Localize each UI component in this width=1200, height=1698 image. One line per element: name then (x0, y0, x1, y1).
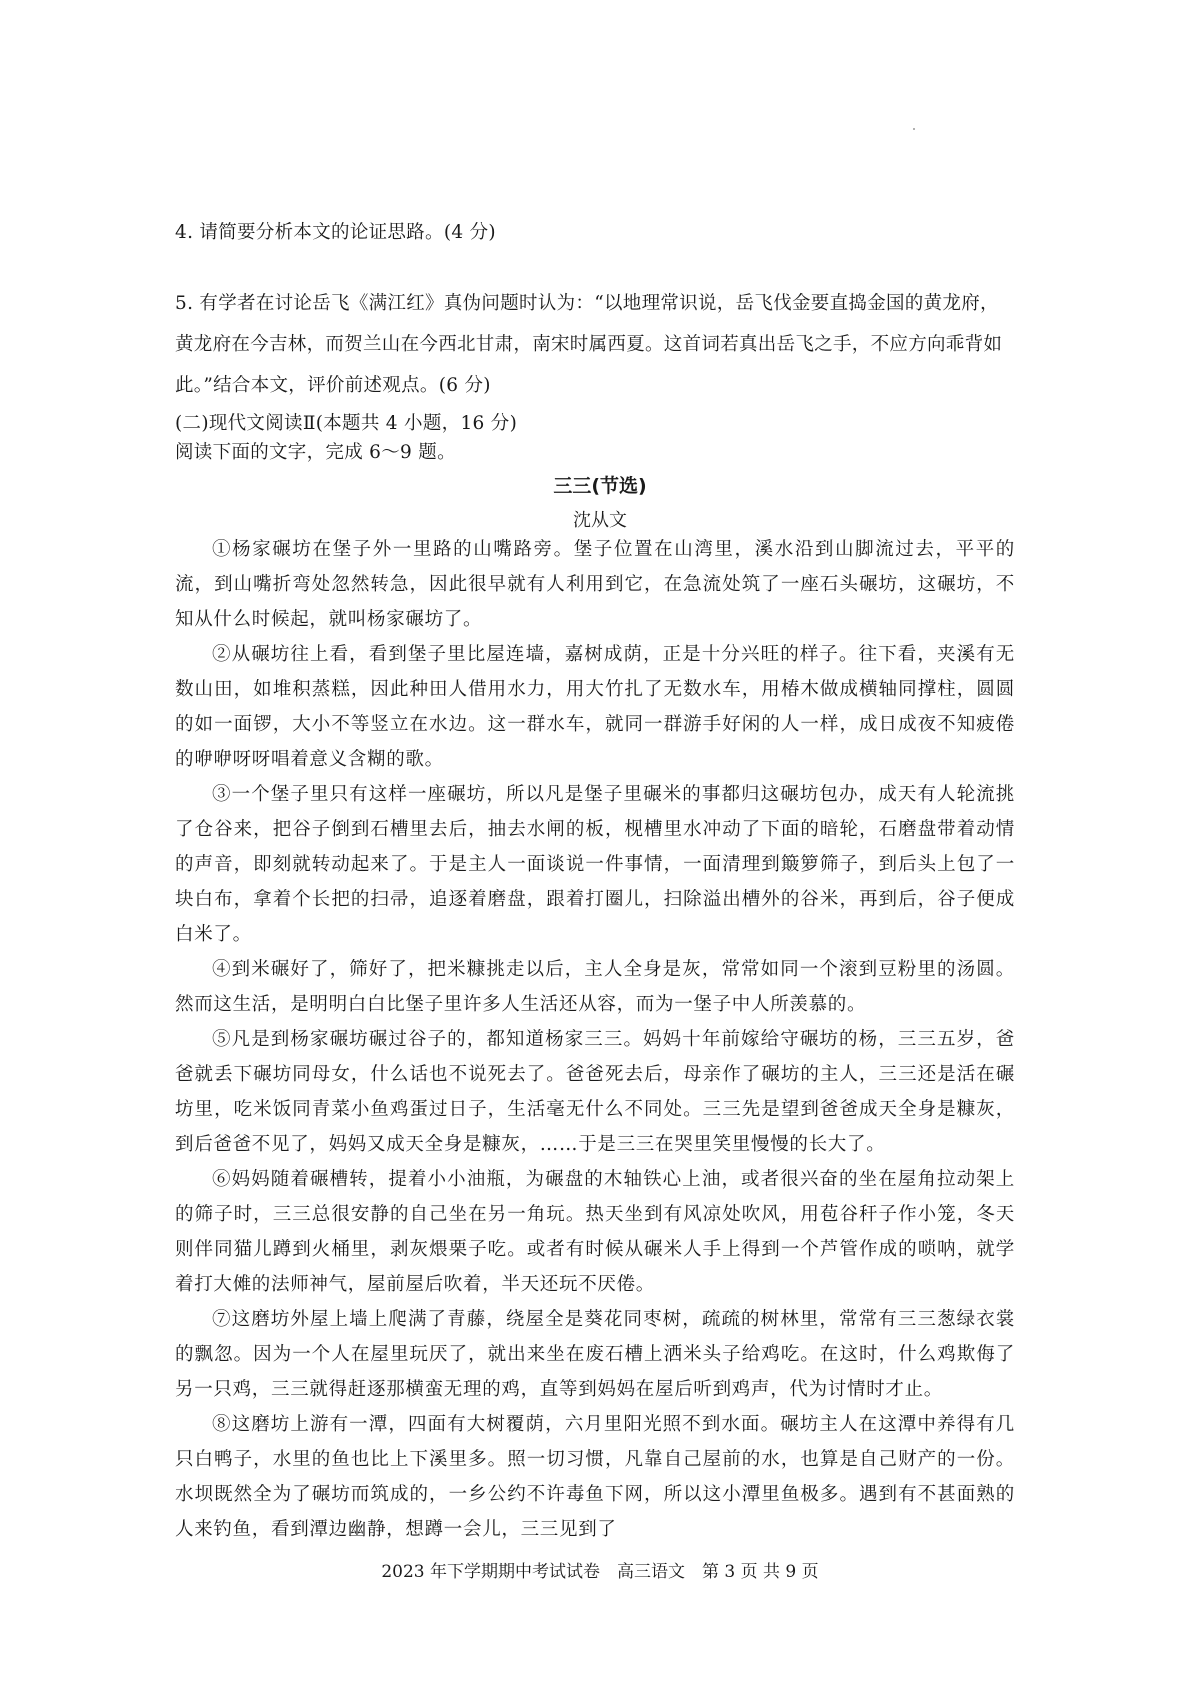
section-instruction: 阅读下面的文字，完成 6～9 题。 (175, 442, 456, 463)
section-heading: (二)现代文阅读Ⅱ(本题共 4 小题，16 分) (175, 413, 518, 434)
paragraph-8: ⑧这磨坊上游有一潭，四面有大树覆荫，六月里阳光照不到水面。碾坊主人在这潭中养得有几只白鸭子，水里的鱼也比上下溪里多。照一切习惯，凡靠自己屋前的水，也算是自己财产的一份。水坝既然全为了碾坊而筑成的，一乡公约不许毒鱼下网，所以这小潭里鱼极多。遇到有不甚面熟的人来钓鱼，看到潭边幽静，想蹲一会儿，三三见到了 (175, 1414, 1015, 1540)
page-footer: 2023 年下学期期中考试试卷 高三语文 第 3 页 共 9 页 (381, 1562, 819, 1582)
paragraph-2: ②从碾坊往上看，看到堡子里比屋连墙，嘉树成荫，正是十分兴旺的样子。往下看，夹溪有无数山田，如堆积蒸糕，因此种田人借用水力，用大竹扎了无数水车，用椿木做成横轴同撑柱，圆圆的如一面锣，大小不等竖立在水边。这一群水车，就同一群游手好闲的人一样，成日成夜不知疲倦的咿咿呀呀唱着意义含糊的歌。 (175, 644, 1015, 770)
question-4: 4. 请简要分析本文的论证思路。(4 分) (175, 222, 496, 243)
article-author: 沈从文 (573, 510, 627, 531)
paragraph-6: ⑥妈妈随着碾槽转，提着小小油瓶，为碾盘的木轴铁心上油，或者很兴奋的坐在屋角拉动架上的筛子时，三三总很安静的自己坐在另一角玩。热天坐到有风凉处吹风，用苞谷秆子作小笼，冬天则伴同猫儿蹲到火桶里，剥灰煨栗子吃。或者有时候从碾米人手上得到一个芦管作成的唢呐，就学着打大傩的法师神气，屋前屋后吹着，半天还玩不厌倦。 (175, 1169, 1015, 1295)
paragraph-1: ①杨家碾坊在堡子外一里路的山嘴路旁。堡子位置在山湾里，溪水沿到山脚流过去，平平的流，到山嘴折弯处忽然转急，因此很早就有人利用到它，在急流处筑了一座石头碾坊，这碾坊，不知从什么时候起，就叫杨家碾坊了。 (175, 539, 1015, 630)
paragraph-7: ⑦这磨坊外屋上墙上爬满了青藤，绕屋全是葵花同枣树，疏疏的树林里，常常有三三葱绿衣裳的飘忽。因为一个人在屋里玩厌了，就出来坐在废石槽上洒米头子给鸡吃。在这时，什么鸡欺侮了另一只鸡，三三就得赶逐那横蛮无理的鸡，直等到妈妈在屋后听到鸡声，代为讨情时才止。 (175, 1309, 1015, 1400)
question-5: 5. 有学者在讨论岳飞《满江红》真伪问题时认为：“以地理常识说，岳飞伐金要直捣金国的黄龙府，黄龙府在今吉林，而贺兰山在今西北甘肃，南宋时属西夏。这首词若真出岳飞之手，不应方向乖背如此。”结合本文，评价前述观点。(6 分) (175, 293, 1003, 396)
paragraph-4: ④到米碾好了，筛好了，把米糠挑走以后，主人全身是灰，常常如同一个滚到豆粉里的汤圆。然而这生活，是明明白白比堡子里许多人生活还从容，而为一堡子中人所羡慕的。 (175, 959, 1015, 1015)
paragraph-3: ③一个堡子里只有这样一座碾坊，所以凡是堡子里碾米的事都归这碾坊包办，成天有人轮流挑了仓谷来，把谷子倒到石槽里去后，抽去水闸的板，枧槽里水冲动了下面的暗轮，石磨盘带着动情的声音，即刻就转动起来了。于是主人一面谈说一件事情，一面清理到簸箩筛子，到后头上包了一块白布，拿着个长把的扫帚，追逐着磨盘，跟着打圈儿，扫除溢出槽外的谷米，再到后，谷子便成白米了。 (175, 784, 1015, 945)
article-body (175, 532, 1015, 1547)
scan-speck (913, 128, 915, 130)
article-title: 三三(节选) (553, 475, 647, 497)
paragraph-5: ⑤凡是到杨家碾坊碾过谷子的，都知道杨家三三。妈妈十年前嫁给守碾坊的杨，三三五岁，爸爸就丢下碾坊同母女，什么话也不说死去了。爸爸死去后，母亲作了碾坊的主人，三三还是活在碾坊里，吃米饭同青菜小鱼鸡蛋过日子，生活毫无什么不同处。三三先是望到爸爸成天全身是糠灰，到后爸爸不见了，妈妈又成天全身是糠灰，……于是三三在哭里笑里慢慢的长大了。 (175, 1029, 1015, 1155)
